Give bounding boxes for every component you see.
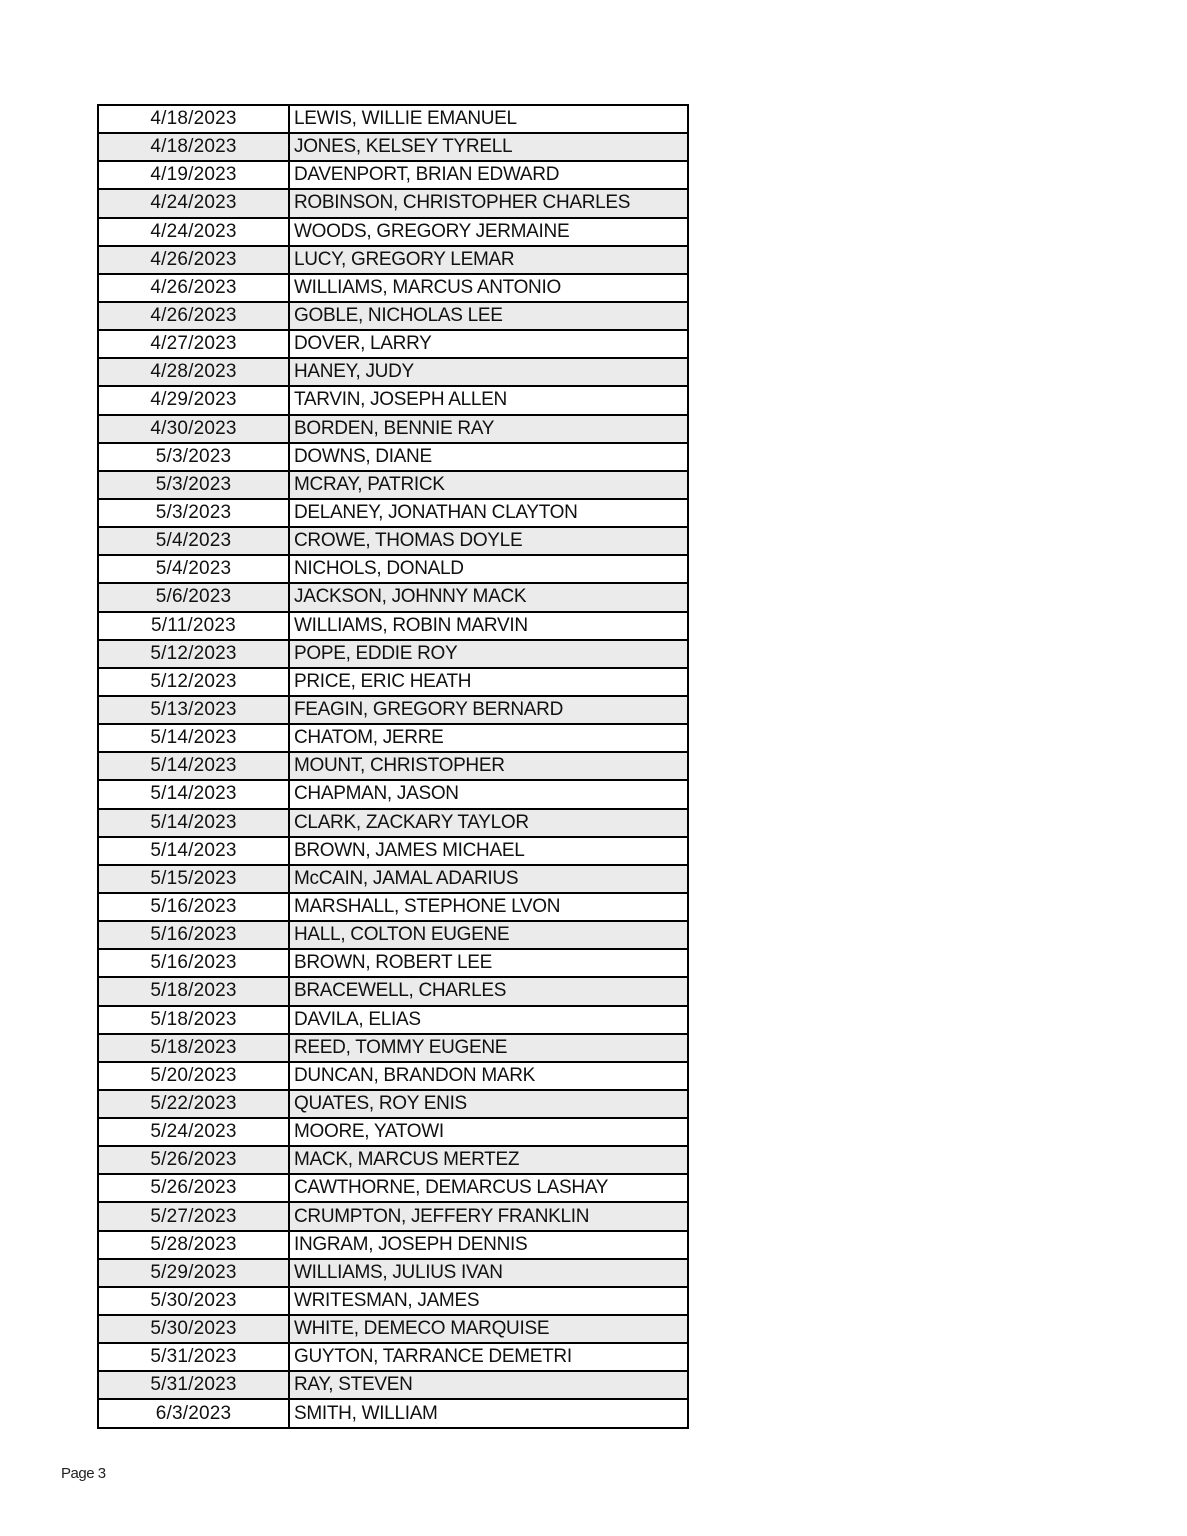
- date-cell: 5/14/2023: [98, 837, 289, 865]
- date-cell: 5/26/2023: [98, 1146, 289, 1174]
- date-cell: 5/16/2023: [98, 949, 289, 977]
- date-cell: 5/31/2023: [98, 1371, 289, 1399]
- date-cell: 5/29/2023: [98, 1259, 289, 1287]
- table-row: [98, 1371, 688, 1399]
- table-row: [98, 386, 688, 414]
- name-cell: WRITESMAN, JAMES: [289, 1287, 688, 1315]
- name-cell: POPE, EDDIE ROY: [289, 640, 688, 668]
- date-cell: 5/12/2023: [98, 640, 289, 668]
- table-row: [98, 330, 688, 358]
- name-cell: BROWN, JAMES MICHAEL: [289, 837, 688, 865]
- date-cell: 5/14/2023: [98, 809, 289, 837]
- name-cell: WOODS, GREGORY JERMAINE: [289, 218, 688, 246]
- date-cell: 4/27/2023: [98, 330, 289, 358]
- name-cell: LEWIS, WILLIE EMANUEL: [294, 108, 517, 130]
- table-row: [98, 809, 688, 837]
- name-cell: WHITE, DEMECO MARQUISE: [289, 1315, 688, 1343]
- name-cell: WILLIAMS, MARCUS ANTONIO: [289, 274, 688, 302]
- table-row: [98, 302, 688, 330]
- date-cell: 5/13/2023: [98, 696, 289, 724]
- table-row: [98, 471, 688, 499]
- name-cell: HANEY, JUDY: [289, 358, 688, 386]
- date-cell: 4/18/2023: [98, 133, 289, 161]
- records-table: [97, 104, 689, 1429]
- table-row: [98, 668, 688, 696]
- name-cell: CRUMPTON, JEFFERY FRANKLIN: [289, 1202, 688, 1230]
- table-row: [98, 1287, 688, 1315]
- name-cell: PRICE, ERIC HEATH: [289, 668, 688, 696]
- table-row: [98, 921, 688, 949]
- table-row: [98, 1231, 688, 1259]
- date-cell: 4/26/2023: [98, 246, 289, 274]
- name-cell: GUYTON, TARRANCE DEMETRI: [289, 1343, 688, 1371]
- date-cell: 5/11/2023: [98, 612, 289, 640]
- date-cell: 5/31/2023: [98, 1343, 289, 1371]
- name-cell: ROBINSON, CHRISTOPHER CHARLES: [289, 189, 688, 217]
- table-row: [98, 527, 688, 555]
- table-row: [98, 1259, 688, 1287]
- table-row: [98, 105, 688, 133]
- table-row: [98, 358, 688, 386]
- date-cell: 4/24/2023: [98, 218, 289, 246]
- date-cell: 6/3/2023: [98, 1399, 289, 1427]
- name-cell: JONES, KELSEY TYRELL: [289, 133, 688, 161]
- name-cell: GOBLE, NICHOLAS LEE: [289, 302, 688, 330]
- name-cell: DAVILA, ELIAS: [289, 1006, 688, 1034]
- table-row: [98, 837, 688, 865]
- date-cell: 5/22/2023: [98, 1090, 289, 1118]
- table-row: [98, 1090, 688, 1118]
- name-cell: INGRAM, JOSEPH DENNIS: [289, 1231, 688, 1259]
- name-cell: MOUNT, CHRISTOPHER: [289, 752, 688, 780]
- date-cell: 5/14/2023: [98, 780, 289, 808]
- name-cell: CLARK, ZACKARY TAYLOR: [289, 809, 688, 837]
- table-row: [98, 415, 688, 443]
- table-row: [98, 443, 688, 471]
- name-cell: DOWNS, DIANE: [289, 443, 688, 471]
- name-cell: BRACEWELL, CHARLES: [289, 977, 688, 1005]
- date-cell: 5/6/2023: [98, 583, 289, 611]
- date-cell: 5/30/2023: [98, 1315, 289, 1343]
- name-cell: WILLIAMS, JULIUS IVAN: [289, 1259, 688, 1287]
- date-cell: 5/3/2023: [98, 471, 289, 499]
- date-cell: 4/28/2023: [98, 358, 289, 386]
- table-row: [98, 1118, 688, 1146]
- date-cell: 5/4/2023: [98, 555, 289, 583]
- name-cell: SMITH, WILLIAM: [289, 1399, 688, 1427]
- table-row: [98, 1202, 688, 1230]
- date-cell: 5/16/2023: [98, 893, 289, 921]
- date-cell: 5/14/2023: [98, 752, 289, 780]
- date-cell: 5/3/2023: [98, 443, 289, 471]
- date-cell: 5/18/2023: [98, 1006, 289, 1034]
- date-cell: 5/27/2023: [98, 1202, 289, 1230]
- name-cell: DUNCAN, BRANDON MARK: [289, 1062, 688, 1090]
- date-cell: 4/26/2023: [98, 274, 289, 302]
- date-cell: 5/15/2023: [98, 865, 289, 893]
- name-cell: REED, TOMMY EUGENE: [289, 1034, 688, 1062]
- table-row: [98, 696, 688, 724]
- date-cell: 5/4/2023: [98, 527, 289, 555]
- table-row: [98, 1006, 688, 1034]
- date-cell: 4/30/2023: [98, 415, 289, 443]
- name-cell: DOVER, LARRY: [289, 330, 688, 358]
- table-row: [98, 1174, 688, 1202]
- name-cell: McCAIN, JAMAL ADARIUS: [289, 865, 688, 893]
- date-cell: 5/30/2023: [98, 1287, 289, 1315]
- name-cell: RAY, STEVEN: [289, 1371, 688, 1399]
- name-cell: NICHOLS, DONALD: [289, 555, 688, 583]
- name-cell: CHATOM, JERRE: [289, 724, 688, 752]
- table-row: [98, 274, 688, 302]
- table-row: [98, 949, 688, 977]
- date-cell: 5/20/2023: [98, 1062, 289, 1090]
- name-cell: CAWTHORNE, DEMARCUS LASHAY: [289, 1174, 688, 1202]
- date-cell: 4/29/2023: [98, 386, 289, 414]
- table-row: [98, 865, 688, 893]
- name-cell: WILLIAMS, ROBIN MARVIN: [289, 612, 688, 640]
- name-cell: TARVIN, JOSEPH ALLEN: [289, 386, 688, 414]
- table-row: [98, 1343, 688, 1371]
- table-row: [98, 893, 688, 921]
- name-cell: CHAPMAN, JASON: [289, 780, 688, 808]
- name-cell: MOORE, YATOWI: [289, 1118, 688, 1146]
- table-row: [98, 780, 688, 808]
- date-cell: 5/3/2023: [98, 499, 289, 527]
- date-cell: 5/12/2023: [98, 668, 289, 696]
- date-cell: 5/18/2023: [98, 1034, 289, 1062]
- table-row: [98, 1062, 688, 1090]
- name-cell: MACK, MARCUS MERTEZ: [289, 1146, 688, 1174]
- date-cell: 5/14/2023: [98, 724, 289, 752]
- name-cell: JACKSON, JOHNNY MACK: [289, 583, 688, 611]
- page-number: Page 3: [61, 1465, 106, 1482]
- name-cell: FEAGIN, GREGORY BERNARD: [289, 696, 688, 724]
- name-cell: BROWN, ROBERT LEE: [289, 949, 688, 977]
- records-table-body: [98, 105, 688, 1428]
- table-row: [98, 1315, 688, 1343]
- name-cell: QUATES, ROY ENIS: [289, 1090, 688, 1118]
- table-row: [98, 752, 688, 780]
- date-cell: 5/18/2023: [98, 977, 289, 1005]
- date-cell: 4/24/2023: [98, 189, 289, 217]
- table-row: [98, 1034, 688, 1062]
- table-row: [98, 612, 688, 640]
- name-cell: DELANEY, JONATHAN CLAYTON: [289, 499, 688, 527]
- table-row: [98, 218, 688, 246]
- table-row: [98, 133, 688, 161]
- table-row: [98, 1399, 688, 1427]
- table-row: [98, 977, 688, 1005]
- name-cell: MCRAY, PATRICK: [289, 471, 688, 499]
- date-cell: 4/26/2023: [98, 302, 289, 330]
- table-row: [98, 640, 688, 668]
- date-cell: 5/16/2023: [98, 921, 289, 949]
- name-cell: HALL, COLTON EUGENE: [289, 921, 688, 949]
- table-row: [98, 246, 688, 274]
- table-row: [98, 583, 688, 611]
- name-cell: LUCY, GREGORY LEMAR: [289, 246, 688, 274]
- table-row: [98, 499, 688, 527]
- date-cell: 4/19/2023: [98, 161, 289, 189]
- date-cell: 5/28/2023: [98, 1231, 289, 1259]
- name-cell: DAVENPORT, BRIAN EDWARD: [289, 161, 688, 189]
- date-cell: 5/26/2023: [98, 1174, 289, 1202]
- table-row: [98, 1146, 688, 1174]
- table-row: [98, 189, 688, 217]
- name-cell: CROWE, THOMAS DOYLE: [289, 527, 688, 555]
- table-row: [98, 161, 688, 189]
- date-cell: 5/24/2023: [98, 1118, 289, 1146]
- table-row: [98, 724, 688, 752]
- name-cell: BORDEN, BENNIE RAY: [289, 415, 688, 443]
- date-cell: 4/18/2023: [98, 105, 289, 133]
- name-cell: MARSHALL, STEPHONE LVON: [289, 893, 688, 921]
- table-row: [98, 555, 688, 583]
